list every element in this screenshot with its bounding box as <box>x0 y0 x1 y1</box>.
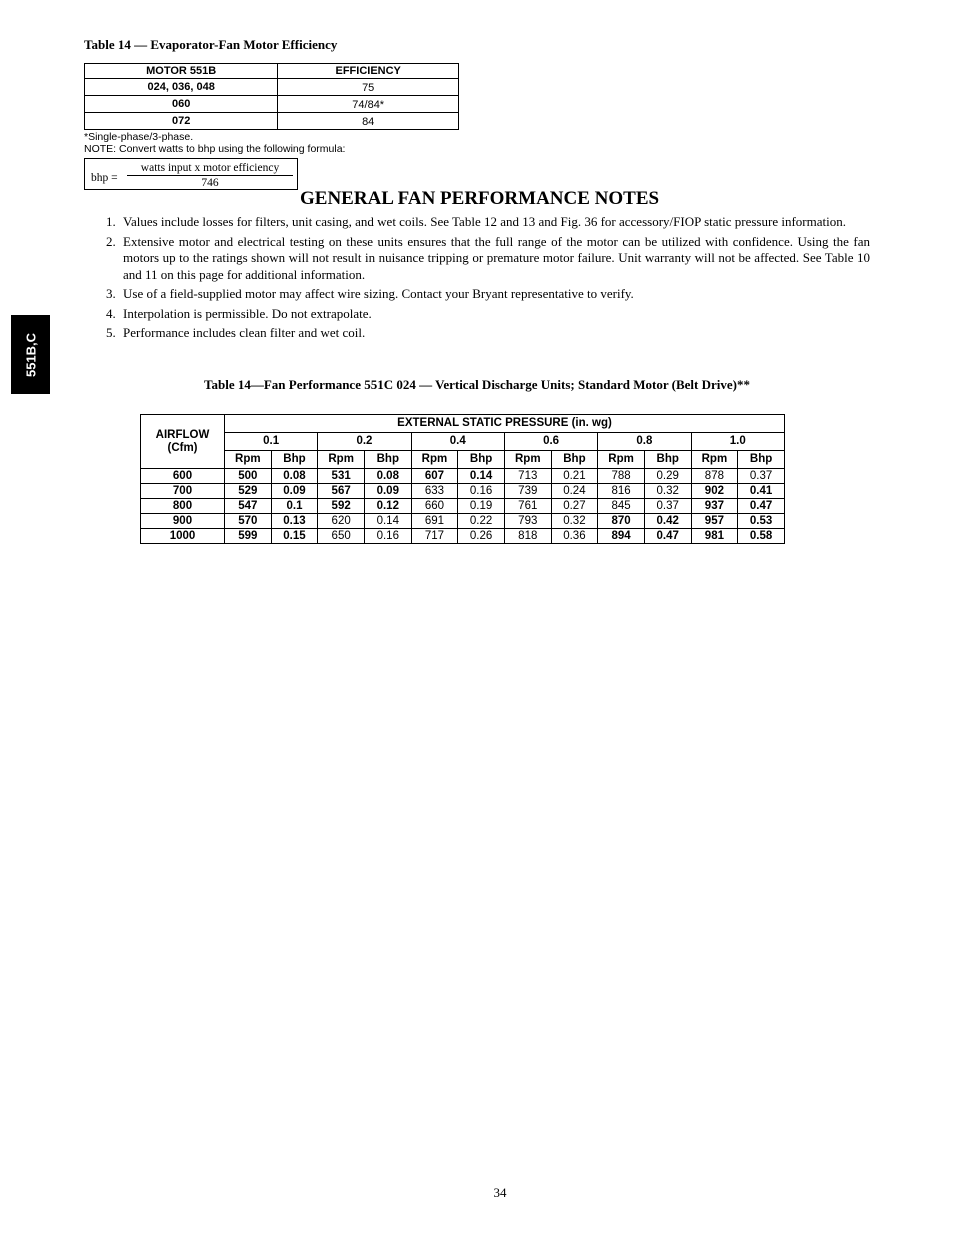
pressure-header: 0.4 <box>411 433 504 451</box>
esp-header: EXTERNAL STATIC PRESSURE (in. wg) <box>225 415 785 433</box>
list-item <box>106 286 870 303</box>
efficiency-header-motor: MOTOR 551B <box>85 64 278 79</box>
rpm-cell: 547 <box>225 499 272 514</box>
bhp-cell: 0.26 <box>458 529 505 544</box>
list-item <box>106 234 870 284</box>
bhp-cell: 0.14 <box>458 469 505 484</box>
rpm-cell: 793 <box>504 514 551 529</box>
bhp-header: Bhp <box>458 451 505 469</box>
bhp-header: Bhp <box>644 451 691 469</box>
bhp-header: Bhp <box>364 451 411 469</box>
rpm-cell: 981 <box>691 529 738 544</box>
rpm-cell: 894 <box>598 529 645 544</box>
list-item <box>106 306 870 323</box>
bhp-cell: 0.32 <box>644 484 691 499</box>
bhp-formula <box>84 158 298 190</box>
rpm-cell: 713 <box>504 469 551 484</box>
bhp-cell: 0.21 <box>551 469 598 484</box>
rpm-header: Rpm <box>411 451 458 469</box>
rpm-cell: 761 <box>504 499 551 514</box>
efficiency-footnote: *Single-phase/3-phase. <box>84 131 194 143</box>
bhp-cell: 0.27 <box>551 499 598 514</box>
bhp-cell: 0.16 <box>364 529 411 544</box>
pressure-header-row <box>141 433 785 451</box>
rpm-header: Rpm <box>318 451 365 469</box>
bhp-cell: 0.1 <box>271 499 318 514</box>
airflow-header-line1: AIRFLOW <box>155 428 210 441</box>
bhp-cell: 0.08 <box>364 469 411 484</box>
fan-performance-table <box>140 414 785 544</box>
page-number: 34 <box>493 1185 507 1200</box>
rpm-cell: 592 <box>318 499 365 514</box>
rpm-cell: 816 <box>598 484 645 499</box>
bhp-cell: 0.58 <box>738 529 785 544</box>
bhp-header: Bhp <box>738 451 785 469</box>
airflow-cell: 700 <box>141 484 225 499</box>
airflow-header <box>141 415 225 469</box>
fan-table-title: Table 14—Fan Performance 551C 024 — Vertical Discharge Units; Standard Motor (Belt Drive)** <box>204 377 750 392</box>
rpm-header: Rpm <box>691 451 738 469</box>
rpm-cell: 878 <box>691 469 738 484</box>
table-row <box>141 514 785 529</box>
conversion-note: NOTE: Convert watts to bhp using the following formula: <box>84 143 346 155</box>
efficiency-table-title: Table 14 — Evaporator-Fan Motor Efficiency <box>84 37 338 52</box>
table-row <box>141 499 785 514</box>
note-text: Use of a field-supplied motor may affect wire sizing. Contact your Bryant representative to verify. <box>123 286 634 301</box>
notes-list <box>106 214 870 345</box>
formula-numerator: watts input x motor efficiency <box>127 161 293 176</box>
rpm-cell: 739 <box>504 484 551 499</box>
pressure-header: 0.1 <box>225 433 318 451</box>
efficiency-table <box>84 63 459 130</box>
bhp-cell: 0.09 <box>364 484 411 499</box>
list-item <box>106 325 870 342</box>
formula-lhs: bhp = <box>91 172 118 184</box>
pressure-header: 0.8 <box>598 433 691 451</box>
bhp-cell: 0.37 <box>644 499 691 514</box>
table-row <box>85 113 459 130</box>
note-number: 3. <box>106 286 116 301</box>
efficiency-footnote-block <box>84 131 345 155</box>
rpm-bhp-header-row <box>141 451 785 469</box>
airflow-header-line2: (Cfm) <box>167 441 198 454</box>
bhp-cell: 0.12 <box>364 499 411 514</box>
rpm-cell: 788 <box>598 469 645 484</box>
bhp-cell: 0.47 <box>644 529 691 544</box>
bhp-cell: 0.22 <box>458 514 505 529</box>
bhp-cell: 0.42 <box>644 514 691 529</box>
motor-cell: 060 <box>85 96 278 113</box>
rpm-cell: 937 <box>691 499 738 514</box>
airflow-cell: 1000 <box>141 529 225 544</box>
bhp-cell: 0.41 <box>738 484 785 499</box>
rpm-cell: 567 <box>318 484 365 499</box>
bhp-cell: 0.24 <box>551 484 598 499</box>
pressure-header: 0.6 <box>504 433 597 451</box>
rpm-cell: 500 <box>225 469 272 484</box>
airflow-cell: 800 <box>141 499 225 514</box>
efficiency-cell: 75 <box>278 79 459 96</box>
rpm-cell: 529 <box>225 484 272 499</box>
bhp-cell: 0.15 <box>271 529 318 544</box>
rpm-cell: 717 <box>411 529 458 544</box>
rpm-cell: 607 <box>411 469 458 484</box>
rpm-header: Rpm <box>225 451 272 469</box>
formula-denominator: 746 <box>201 177 219 189</box>
bhp-cell: 0.37 <box>738 469 785 484</box>
pressure-header: 0.2 <box>318 433 411 451</box>
table-row <box>141 469 785 484</box>
rpm-cell: 957 <box>691 514 738 529</box>
bhp-cell: 0.08 <box>271 469 318 484</box>
note-text: Extensive motor and electrical testing on these units ensures that the full range of the motor can be utilized with confidence. Using the fan motors up to the ratings shown will not result in nuisance tripping or premature motor failure. Unit warranty will not be affected. See Table 10 and 11 on this page for additional information. <box>123 233 870 282</box>
efficiency-header-efficiency: EFFICIENCY <box>278 64 459 79</box>
table-row <box>141 529 785 544</box>
note-text: Performance includes clean filter and wet coil. <box>123 325 366 340</box>
notes-heading: GENERAL FAN PERFORMANCE NOTES <box>300 188 660 209</box>
table-row <box>141 484 785 499</box>
pressure-header: 1.0 <box>691 433 784 451</box>
note-number: 2. <box>106 233 116 249</box>
airflow-cell: 600 <box>141 469 225 484</box>
bhp-cell: 0.13 <box>271 514 318 529</box>
bhp-cell: 0.29 <box>644 469 691 484</box>
bhp-cell: 0.47 <box>738 499 785 514</box>
motor-cell: 024, 036, 048 <box>85 79 278 96</box>
bhp-header: Bhp <box>551 451 598 469</box>
rpm-cell: 691 <box>411 514 458 529</box>
table-row <box>85 79 459 96</box>
note-number: 1. <box>106 214 116 229</box>
rpm-cell: 570 <box>225 514 272 529</box>
table-row <box>85 96 459 113</box>
bhp-cell: 0.19 <box>458 499 505 514</box>
efficiency-cell: 74/84* <box>278 96 459 113</box>
bhp-cell: 0.14 <box>364 514 411 529</box>
rpm-cell: 531 <box>318 469 365 484</box>
airflow-cell: 900 <box>141 514 225 529</box>
bhp-cell: 0.53 <box>738 514 785 529</box>
bhp-cell: 0.09 <box>271 484 318 499</box>
rpm-cell: 660 <box>411 499 458 514</box>
rpm-cell: 818 <box>504 529 551 544</box>
rpm-header: Rpm <box>598 451 645 469</box>
bhp-cell: 0.36 <box>551 529 598 544</box>
rpm-cell: 633 <box>411 484 458 499</box>
bhp-cell: 0.32 <box>551 514 598 529</box>
motor-cell: 072 <box>85 113 278 130</box>
rpm-cell: 845 <box>598 499 645 514</box>
rpm-cell: 870 <box>598 514 645 529</box>
note-number: 5. <box>106 325 116 340</box>
bhp-cell: 0.16 <box>458 484 505 499</box>
efficiency-cell: 84 <box>278 113 459 130</box>
note-text: Values include losses for filters, unit casing, and wet coils. See Table 12 and 13 and Fig. 36 for accessory/FIOP static pressure information. <box>123 214 846 229</box>
bhp-header: Bhp <box>271 451 318 469</box>
note-text: Interpolation is permissible. Do not extrapolate. <box>123 305 372 321</box>
rpm-header: Rpm <box>504 451 551 469</box>
side-tab-label: 551B,C <box>23 332 38 377</box>
rpm-cell: 620 <box>318 514 365 529</box>
list-item <box>106 214 870 231</box>
rpm-cell: 599 <box>225 529 272 544</box>
rpm-cell: 902 <box>691 484 738 499</box>
note-number: 4. <box>106 305 116 321</box>
rpm-cell: 650 <box>318 529 365 544</box>
